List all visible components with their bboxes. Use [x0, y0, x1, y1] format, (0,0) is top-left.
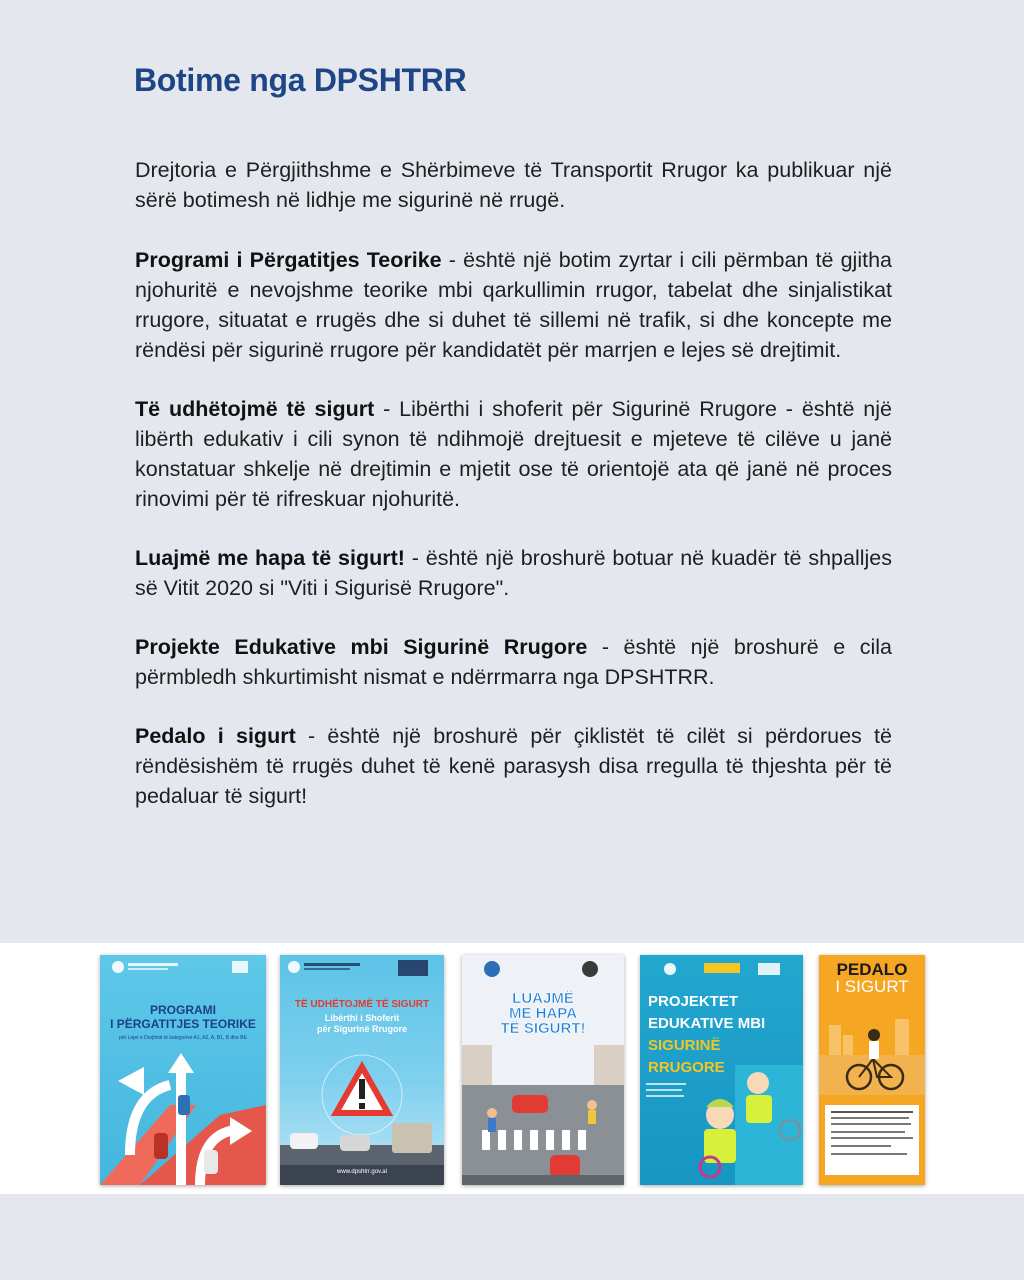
cover-title	[819, 961, 925, 995]
publication-paragraph	[135, 543, 892, 603]
cover-te-udhetojme[interactable]	[280, 955, 444, 1185]
intro-paragraph: Drejtoria e Përgjithshme e Shërbimeve të Transportit Rrugor ka publikuar një sërë botimesh në lidhje me sigurinë në rrugë.	[135, 158, 892, 212]
cover-title: TË UDHËTOJMË TË SIGURT	[294, 999, 430, 1010]
publication-description: - është një broshurë botuar në kuadër të shpalljes së Vitit 2020 si "Viti i Sigurisë Rrugore".	[135, 546, 892, 600]
publication-covers-strip	[0, 943, 1024, 1194]
publication-paragraph	[135, 245, 892, 365]
cover-footer-url: www.dpshtrr.gov.al	[337, 1169, 387, 1175]
cover-projektet-edukative[interactable]	[640, 955, 803, 1185]
cover-title-line: LUAJMË	[512, 990, 574, 1007]
cover-pedalo-i-sigurt[interactable]	[819, 955, 925, 1185]
cover-title-line: TË SIGURT!	[500, 1020, 586, 1037]
publication-name: Luajmë me hapa të sigurt!	[135, 546, 405, 570]
cover-subtitle-line: për Sigurinë Rrugore	[316, 1024, 407, 1034]
cover-title-line: PROJEKTET	[648, 993, 739, 1010]
publication-name: Projekte Edukative mbi Sigurinë Rrugore	[135, 635, 588, 659]
publication-description: - Libërthi i shoferit për Sigurinë Rrugore - është një libërth edukativ i cili synon të ndihmojë drejtuesit e mjeteve të cilëve u janë konstatuar shkelje në drejtimin e mjetit ose të orientojë ata që janë në proces rinovimi për të rifreskuar njohuritë.	[135, 397, 892, 511]
publication-paragraph	[135, 632, 892, 692]
cover-title-line: EDUKATIVE MBI	[648, 1015, 766, 1032]
publication-name: Pedalo i sigurt	[135, 724, 296, 748]
publication-description: - është një botim zyrtar i cili përmban të gjitha njohuritë e nevojshme teorike mbi qarkullimin rrugor, tabelat dhe sinjalistikat rrugore, situatat e rrugës dhe si duhet të sillemi në trafik, si dhe koncepte me rëndësi për sigurinë rrugore për kandidatët për marrjen e lejes së drejtimit.	[135, 248, 892, 362]
page-title: Botime nga DPSHTRR	[134, 62, 467, 98]
cover-luajme-me-hapa[interactable]	[462, 955, 624, 1185]
cover-title-line: PEDALO	[836, 960, 908, 979]
cover-title-line: ME HAPA	[508, 1005, 578, 1022]
publication-description: - është një broshurë për çiklistët të cilët si përdorues të rëndësishëm të rrugës duhet të kenë parasysh disa rregulla të thjeshta për të pedaluar të sigurt!	[135, 724, 892, 808]
publication-description: - është një broshurë e cila përmbledh shkurtimisht nismat e ndërrmarra nga DPSHTRR.	[135, 635, 892, 689]
cover-subtitle	[280, 1013, 444, 1035]
cover-title	[462, 991, 624, 1036]
cover-title	[100, 1003, 266, 1031]
publication-name: Të udhëtojmë të sigurt	[135, 397, 375, 421]
cover-subtitle: për Lejet e Drejtimit të kategorive A1, A2, A, B1, B dhe BE	[119, 1035, 247, 1041]
publication-paragraph	[135, 394, 892, 514]
warning-triangle-illustration	[280, 955, 444, 1185]
cover-title-line: PROGRAMI	[150, 1003, 216, 1017]
publication-paragraph	[135, 721, 892, 811]
cover-title-line: RRUGORE	[648, 1059, 725, 1076]
cover-title	[648, 991, 795, 1079]
cover-subtitle-line: Libërthi i Shoferit	[324, 1013, 400, 1023]
article-body	[135, 155, 892, 840]
publication-name: Programi i Përgatitjes Teorike	[135, 248, 442, 272]
cover-title-line: I PËRGATITJES TEORIKE	[110, 1017, 256, 1031]
cover-programi-teorike[interactable]	[100, 955, 266, 1185]
road-arrows-illustration	[100, 955, 266, 1185]
cover-title-line: I SIGURT	[835, 977, 909, 996]
cover-title-line: SIGURINË	[648, 1037, 721, 1054]
